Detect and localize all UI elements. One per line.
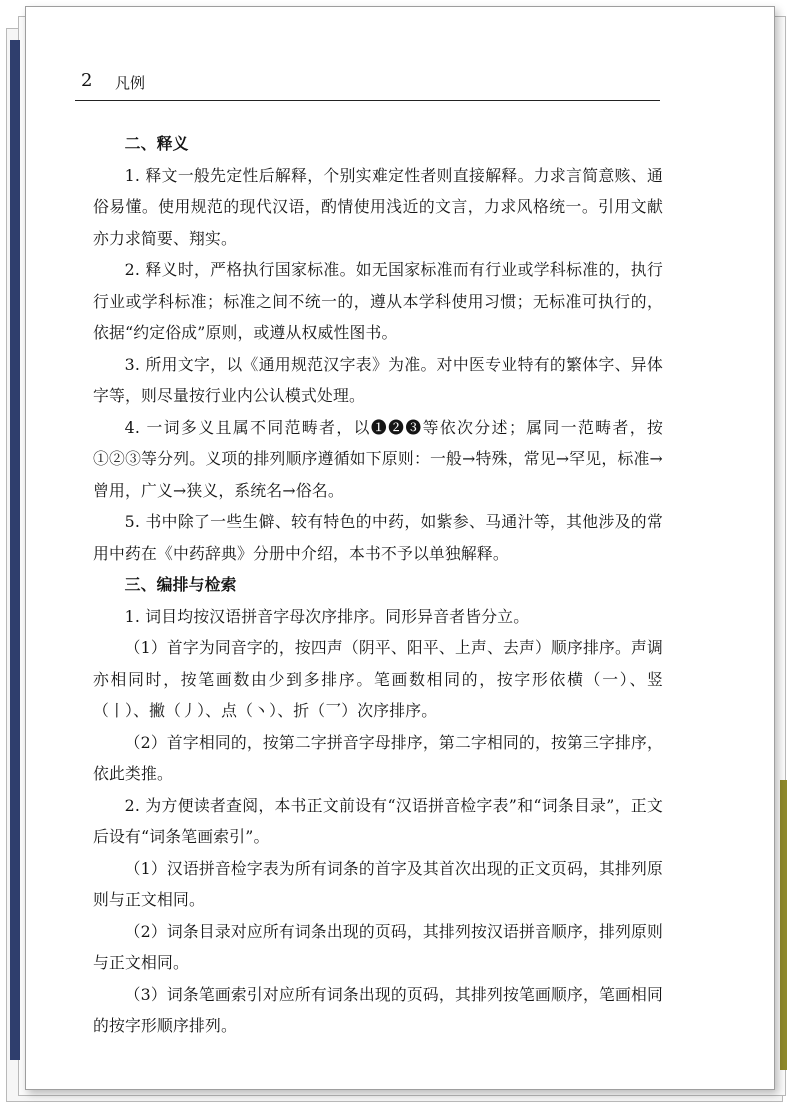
paragraph: 4. 一词多义且属不同范畴者，以❶❷❸等依次分述；属同一范畴者，按①②③等分列。义项的排列顺序遵循如下原则：一般→特殊，常见→罕见，标准→曾用，广义→狭义，系统名→俗名。 — [93, 417, 663, 500]
page-number: 2 — [81, 70, 93, 91]
paragraph: 3. 所用文字，以《通用规范汉字表》为准。对中医专业特有的繁体字、异体字等，则尽量按行业内公认模式处理。 — [93, 354, 663, 405]
book-cover-edge-gold — [780, 780, 787, 1070]
paragraph: （1）汉语拼音检字表为所有词条的首字及其首次出现的正文页码，其排列原则与正文相同。 — [93, 858, 663, 909]
paragraph: （3）词条笔画索引对应所有词条出现的页码，其排列按笔画顺序，笔画相同的按字形顺序排列。 — [93, 984, 663, 1035]
book-cover-edge — [10, 40, 20, 1060]
paragraph: 2. 为方便读者查阅，本书正文前设有“汉语拼音检字表”和“词条目录”，正文后设有“词条笔画索引”。 — [93, 795, 663, 846]
paragraph: 5. 书中除了一些生僻、较有特色的中药，如紫参、马通汁等，其他涉及的常用中药在《中药辞典》分册中介绍，本书不予以单独解释。 — [93, 512, 663, 563]
document-body — [93, 128, 663, 1042]
paragraph: 1. 词目均按汉语拼音字母次序排序。同形异音者皆分立。 — [124, 606, 530, 626]
section-heading: 三、编排与检索 — [124, 575, 237, 594]
paragraph: 1. 释文一般先定性后解释，个别实难定性者则直接解释。力求言简意赅、通俗易懂。使用规范的现代汉语，酌情使用浅近的文言，力求风格统一。引用文献亦力求简要、翔实。 — [93, 165, 663, 248]
running-title: 凡例 — [115, 74, 146, 92]
page-header — [75, 66, 660, 101]
section-heading: 二、释义 — [124, 134, 189, 153]
paragraph: （1）首字为同音字的，按四声（阴平、阳平、上声、去声）顺序排序。声调亦相同时，按笔画数由少到多排序。笔画数相同的，按字形依横（一）、竖（丨）、撇（丿）、点（丶）、折（乛）次序排序。 — [93, 638, 663, 720]
paragraph: （2）词条目录对应所有词条出现的页码，其排列按汉语拼音顺序，排列原则与正文相同。 — [93, 921, 663, 972]
paragraph: （2）首字相同的，按第二字拼音字母排序，第二字相同的，按第三字排序，依此类推。 — [93, 732, 663, 783]
paragraph: 2. 释义时，严格执行国家标准。如无国家标准而有行业或学科标准的，执行行业或学科标准；标准之间不统一的，遵从本学科使用习惯；无标准可执行的，依据“约定俗成”原则，或遵从权威性图书。 — [93, 260, 663, 342]
